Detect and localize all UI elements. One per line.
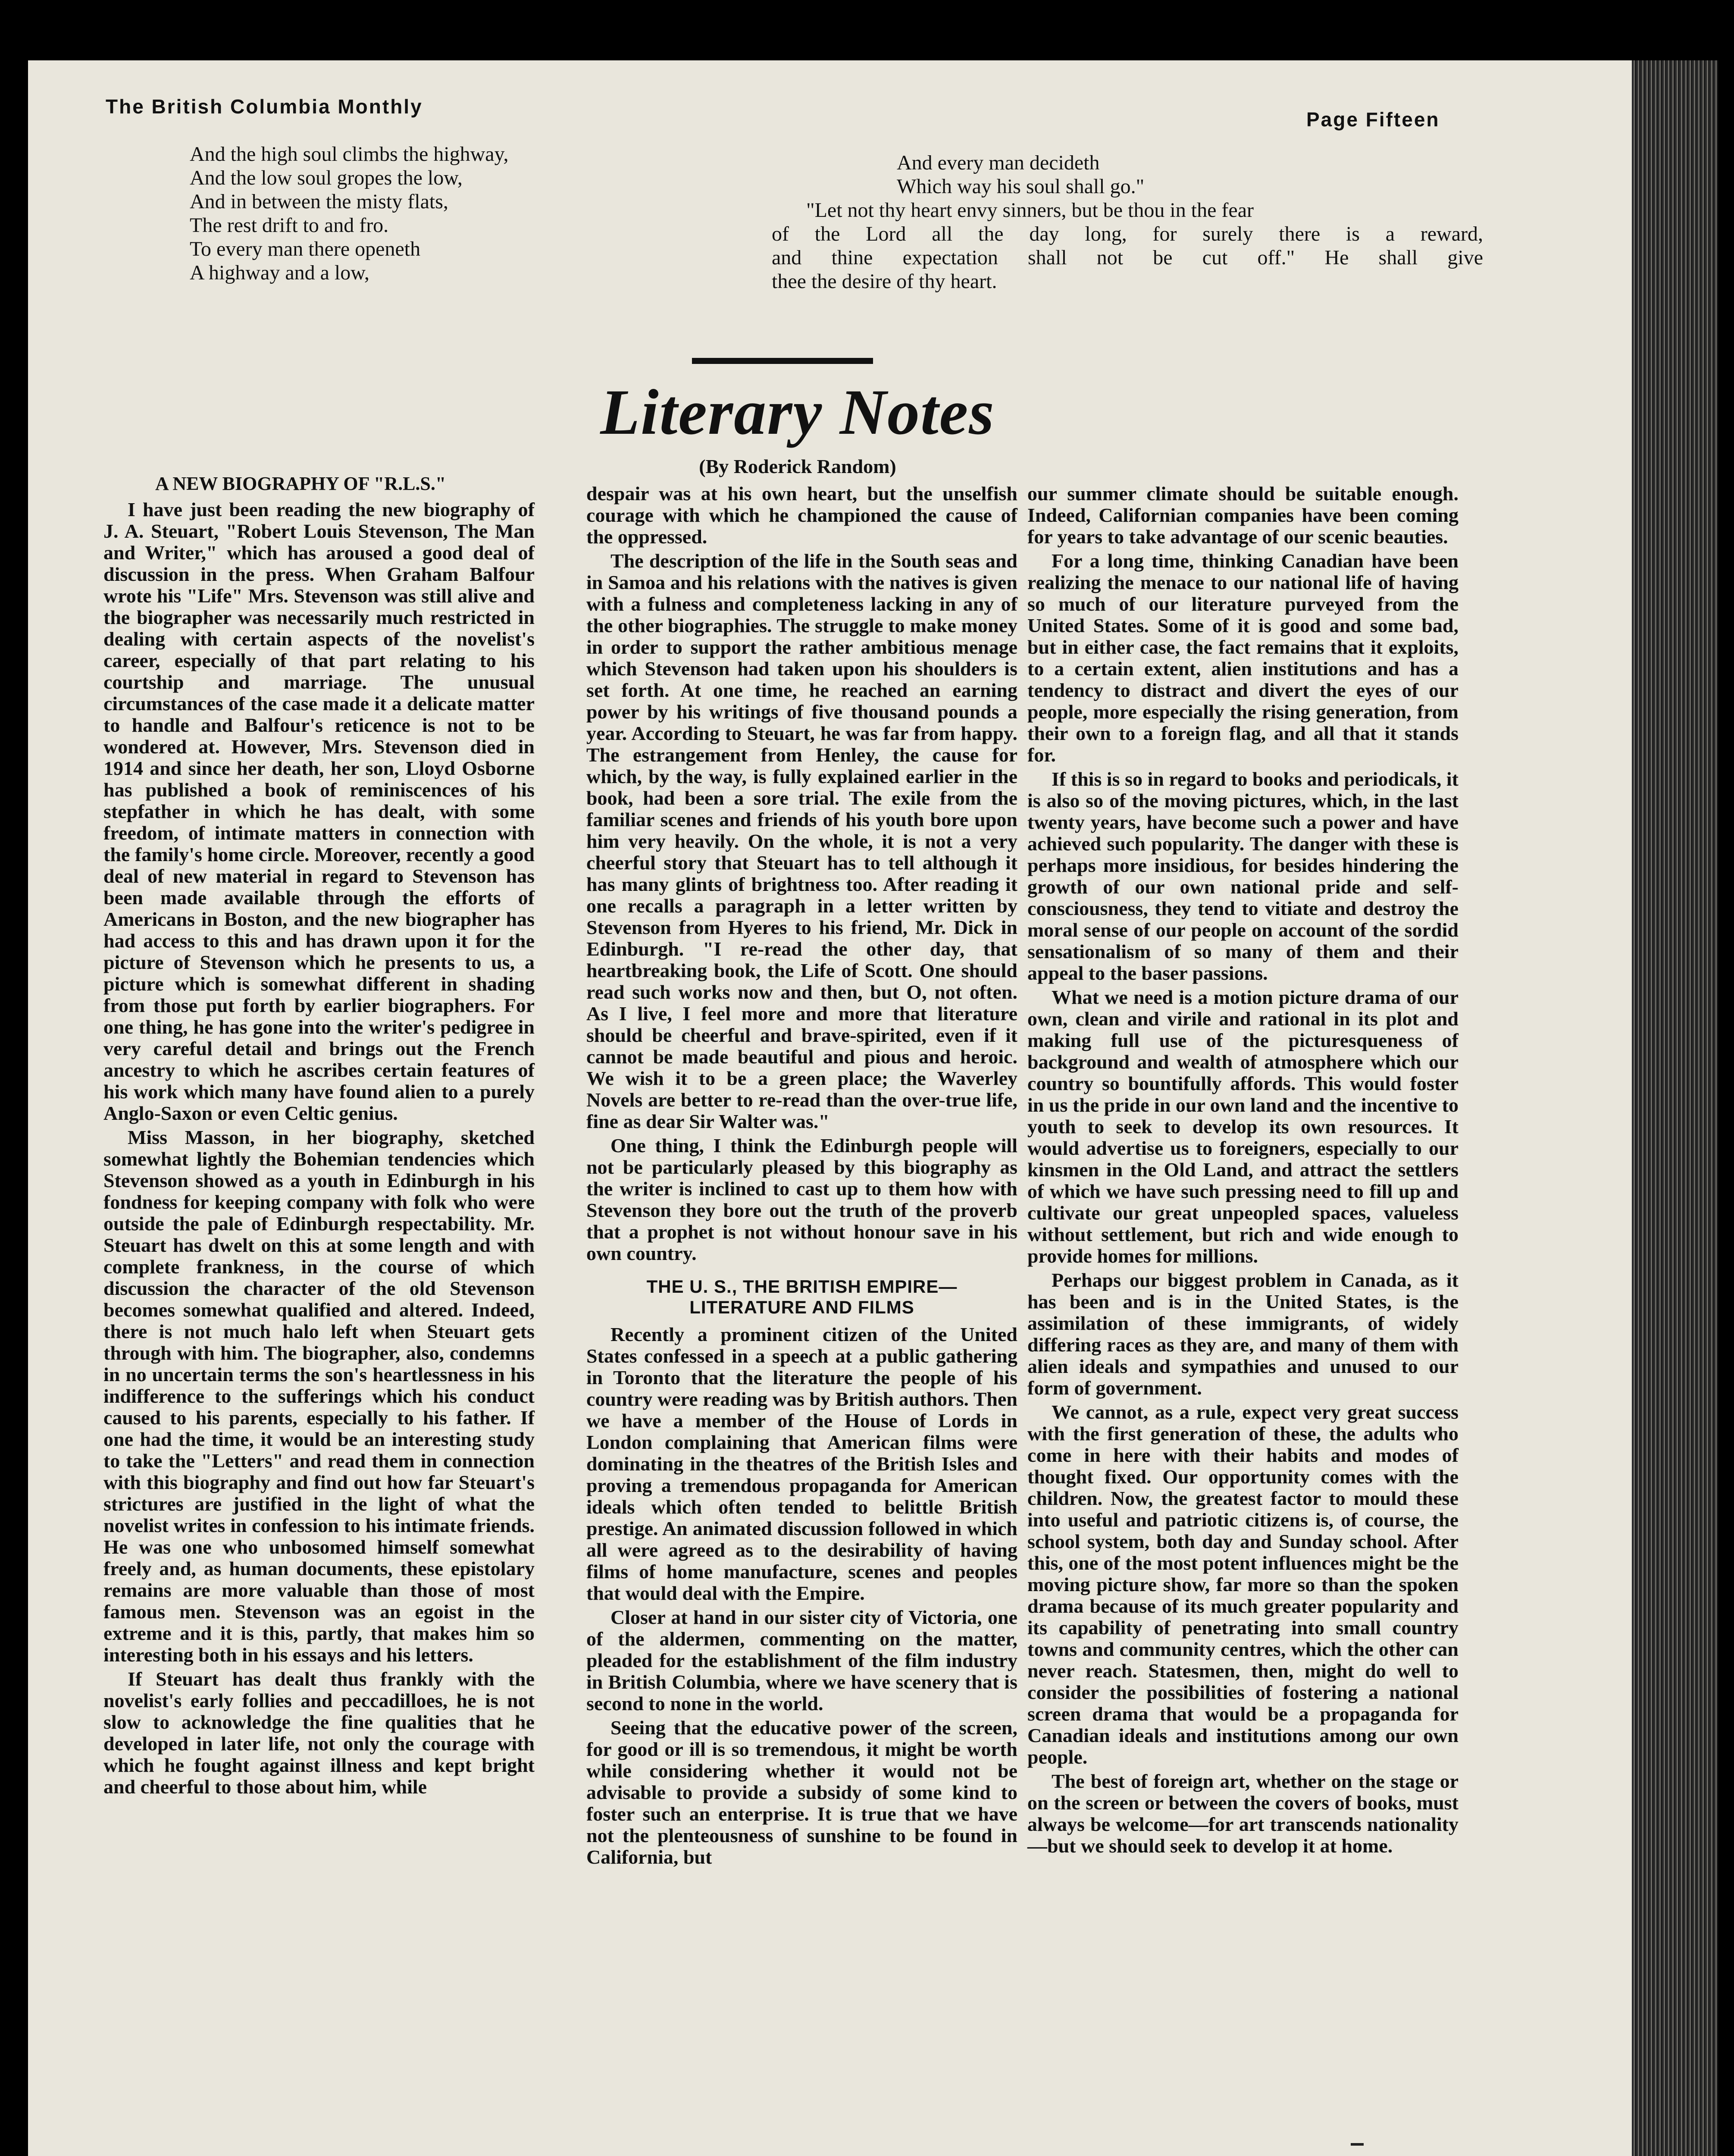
poem-line: And every man decideth bbox=[897, 151, 1100, 174]
poem-line: To every man there openeth bbox=[190, 238, 421, 260]
article-title: Literary Notes bbox=[600, 376, 995, 448]
paragraph: Closer at hand in our sister city of Victoria, one of the aldermen, commenting on the matter, pleaded for the establishment of the film industry in British Columbia, where we have scenery that is second to none in the world. bbox=[586, 1606, 1017, 1714]
section-divider-rule bbox=[692, 358, 873, 364]
poem-line: Which way his soul shall go." bbox=[897, 175, 1145, 198]
paragraph: If this is so in regard to books and periodicals, it is also so of the moving pictures, which, in the last twenty years, have become such a power and have achieved such popularity. The danger with these is perhaps more insidious, for besides hindering the growth of our own national pride and self-consciousness, they tend to vitiate and destroy the moral sense of our people on account of the sordid sensationalism of so many of them and their appeal to the baser passions. bbox=[1027, 768, 1459, 984]
article-byline: (By Roderick Random) bbox=[699, 455, 896, 477]
paragraph: our summer climate should be suitable enough. Indeed, Californian companies have been coming for years to take advantage of our scenic beauties. bbox=[1027, 483, 1459, 548]
paragraph: I have just been reading the new biography of J. A. Steuart, "Robert Louis Stevenson, The Man and Writer," which has aroused a good deal of discussion in the press. When Graham Balfour wrote his "Life" Mrs. Stevenson was still alive and the biographer was necessarily much restricted in dealing with certain aspects of the novelist's career, especially of that part relating to his courtship and marriage. The unusual circumstances of the case made it a delicate matter to handle and Balfour's reticence is not to be wondered at. However, Mrs. Stevenson died in 1914 and since her death, her son, Lloyd Osborne has published a book of reminiscences of his stepfather in which he has dealt, with some freedom, of intimate matters in connection with the family's home circle. Moreover, recently a good deal of new material in regard to Stevenson has been made available through the efforts of Americans in Boston, and the new biographer has had access to this and has drawn upon it for the picture of Stevenson which he presents to us, a picture which is somewhat different in shading from those put forth by earlier biographers. For one thing, he has gone into the writer's pedigree in very careful detail and brings out the French ancestry to which he ascribes certain features of his work which many have found alien to a purely Anglo-Saxon or even Celtic genius. bbox=[103, 498, 535, 1124]
paragraph: The best of foreign art, whether on the stage or on the screen or between the covers of books, must always be welcome—for art transcends nationality—but we should seek to develop it at home. bbox=[1027, 1770, 1459, 1857]
page-number-header: Page Fifteen bbox=[1306, 108, 1440, 131]
paragraph: If Steuart has dealt thus frankly with the novelist's early follies and peccadilloes, he is not slow to acknowledge the fine qualities that he developed in later life, not only the courage with which he fought against illness and kept bright and cheerful to those about him, while bbox=[103, 1668, 535, 1798]
scripture-quote-line: thee the desire of thy heart. bbox=[772, 270, 997, 293]
paragraph: We cannot, as a rule, expect very great success with the first generation of these, the adults who come in here with their habits and modes of thought fixed. Our opportunity comes with the children. Now, the greatest factor to mould these into useful and patriotic citizens is, of course, the school system, both day and Sunday school. After this, one of the most potent influences might be the moving picture show, far more so than the spoken drama because of its much greater popularity and its capability of penetrating into small country towns and community centres, which the other can never reach. Statesmen, then, might do well to consider the possibilities of fostering a national screen drama that would be a propaganda for Canadian ideals and institutions among our own people. bbox=[1027, 1401, 1459, 1768]
section-heading bbox=[586, 1276, 1017, 1318]
paragraph: For a long time, thinking Canadian have been realizing the menace to our national life of having so much of our literature purveyed from the United States. Some of it is good and some bad, but in either case, the fact remains that it exploits, to a certain extent, alien institutions and has a tendency to distract and divert the eyes of our people, more especially the rising generation, from their own to a foreign flag, and all that it stands for. bbox=[1027, 550, 1459, 766]
poem-left-stanza bbox=[190, 142, 707, 285]
poem-line: And the low soul gropes the low, bbox=[190, 166, 463, 189]
section-heading-line: LITERATURE AND FILMS bbox=[689, 1297, 914, 1317]
poem-line: And in between the misty flats, bbox=[190, 190, 448, 213]
text-column-2 bbox=[586, 483, 1017, 1868]
scripture-quote-line: "Let not thy heart envy sinners, but be thou in the fear bbox=[806, 199, 1254, 222]
poem-right-stanza bbox=[772, 151, 1483, 293]
paragraph: Seeing that the educative power of the screen, for good or ill is so tremendous, it might be worth while considering whether it would not be advisable to provide a subsidy of some kind to foster such an enterprise. It is true that we have not the plenteousness of sunshine to be found in California, but bbox=[586, 1717, 1017, 1868]
paragraph: despair was at his own heart, but the unselfish courage with which he championed the cause of the oppressed. bbox=[586, 483, 1017, 548]
paragraph: Miss Masson, in her biography, sketched somewhat lightly the Bohemian tendencies which Stevenson showed as a youth in Edinburgh in his fondness for keeping company with folk who were outside the pale of Edinburgh respectability. Mr. Steuart has dwelt on this at some length and with complete frankness, in the course of which discussion the character of the old Stevenson becomes somewhat qualified and altered. Indeed, there is not much halo left when Steuart gets through with him. The biographer, also, condemns in no uncertain terms the son's heartlessness in his indifference to the sufferings which his conduct caused to his parents, especially to his father. If one had the time, it would be an interesting study to take the "Letters" and read them in connection with this biography and find out how far Steuart's strictures are justified in the light of what the novelist writes in confession to his intimate friends. He was one who unbosomed himself somewhat freely and, as human documents, these epistolary remains are more valuable than those of most famous men. Stevenson was an egoist in the extreme and it is this, partly, that makes him so interesting both in his essays and his letters. bbox=[103, 1126, 535, 1666]
paragraph: What we need is a motion picture drama of our own, clean and virile and rational in its plot and making full use of the picturesqueness of background and wealth of atmosphere which our country so bountifully affords. This would foster in us the pride in our own land and the incentive to youth to seek to develop its own resources. It would advertise us to foreigners, especially to our kinsmen in the Old Land, and attract the settlers of which we have such pressing need to fill up and cultivate our great unpeopled spaces, valueless without settlement, but rich and wide enough to provide homes for millions. bbox=[1027, 986, 1459, 1267]
section-heading: A NEW BIOGRAPHY OF "R.L.S." bbox=[155, 473, 446, 494]
paragraph: The description of the life in the South seas and in Samoa and his relations with the natives is given with a fulness and completeness lacking in any of the other biographies. The struggle to make money in order to support the rather ambitious menage which Stevenson had taken upon his shoulders is set forth. At one time, he reached an earning power by his writings of five thousand pounds a year. According to Steuart, he was far from happy. The estrangement from Henley, the cause for which, by the way, is fully explained earlier in the book, had been a sore trial. The exile from the familiar scenes and friends of his youth bore upon him very heavily. On the whole, it is not a very cheerful story that Steuart has to tell although it has many glints of brightness too. After reading it one recalls a paragraph in a letter written by Stevenson from Hyeres to his friend, Mr. Dick in Edinburgh. "I re-read the other day, that heartbreaking book, the Life of Scott. One should read such works now and then, but O, not often. As I live, I feel more and more that literature should be cheerful and brave-spirited, even if it cannot be made beautiful and pious and heroic. We wish it to be a green place; the Waverley Novels are better to re-read than the over-true life, fine as dear Sir Walter was." bbox=[586, 550, 1017, 1132]
poem-line: And the high soul climbs the highway, bbox=[190, 143, 509, 166]
text-column-1 bbox=[103, 472, 535, 1798]
poem-line: The rest drift to and fro. bbox=[190, 214, 389, 237]
paragraph: One thing, I think the Edinburgh people will not be particularly pleased by this biography as the writer is inclined to cast up to them how with Stevenson they bore out the truth of the proverb that a prophet is not without honour save in his own country. bbox=[586, 1134, 1017, 1264]
paragraph: Recently a prominent citizen of the United States confessed in a speech at a public gathering in Toronto that the literature the people of his country were reading was by British authors. Then we have a member of the House of Lords in London complaining that American films were dominating in the theatres of the British Isles and proving a tremendous propaganda for American ideals which often tended to belittle British prestige. An animated discussion followed in which all were agreed as to the desirability of having films of home manufacture, scenes and peoples that would deal with the Empire. bbox=[586, 1323, 1017, 1604]
scripture-quote-line: of the Lord all the day long, for surely there is a reward, bbox=[772, 222, 1483, 245]
running-header-title: The British Columbia Monthly bbox=[106, 95, 423, 118]
end-mark bbox=[1351, 2143, 1364, 2146]
text-column-3 bbox=[1027, 483, 1459, 1857]
poem-line: A highway and a low, bbox=[190, 261, 369, 284]
scripture-quote-line: and thine expectation shall not be cut off." He shall give bbox=[772, 246, 1483, 269]
book-binding-edge bbox=[1632, 60, 1718, 2156]
section-heading-line: THE U. S., THE BRITISH EMPIRE— bbox=[646, 1276, 958, 1297]
paragraph: Perhaps our biggest problem in Canada, as it has been and is in the United States, is the assimilation of these immigrants, of widely differing races as they are, and many of them with alien ideals and sympathies and unused to our form of government. bbox=[1027, 1269, 1459, 1399]
